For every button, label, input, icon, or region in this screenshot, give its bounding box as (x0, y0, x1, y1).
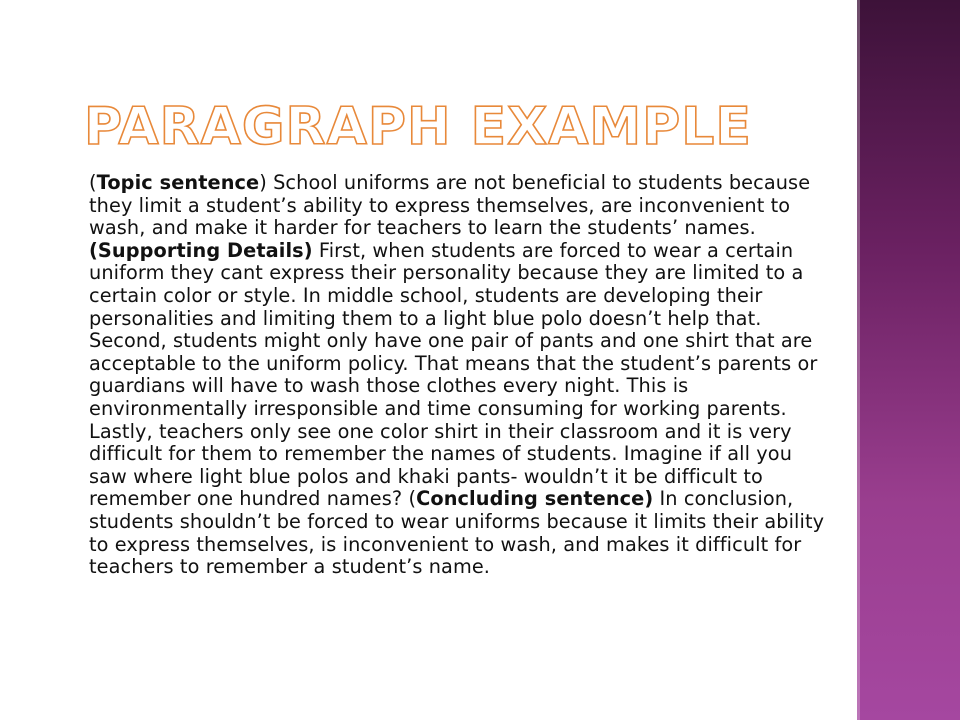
slide-title-svg (84, 94, 784, 157)
paragraph-body (89, 172, 829, 579)
decorative-side-bar (857, 0, 960, 720)
paragraph-label-bold: (Supporting Details) (89, 238, 313, 262)
paragraph-text: ( (89, 171, 97, 194)
paragraph-label-bold: Topic sentence (96, 171, 260, 194)
slide-title-text: PARAGRAPH EXAMPLE (84, 97, 752, 157)
paragraph-text: ) School uniforms are not beneficial to students because they limit a student’s ability to express themselves, are inconvenient to wash, and make it harder for teachers to learn the students’ names. (89, 171, 811, 240)
paragraph-label-bold: Concluding sentence) (416, 487, 654, 511)
paragraph-text: In conclusion, students shouldn’t be forced to wear uniforms because it limits their ability to express themselves, is inconvenient to wash, and makes it difficult for teachers to remember a student’s name. (89, 487, 825, 579)
paragraph-text: First, when students are forced to wear a certain uniform they cant express their personality because they are limited to a certain color or style. In middle school, students are developing their personalities and limiting them to a light blue polo doesn’t help that. Second, students might only have one pair of pants and one shirt that are acceptable to the uniform policy. That means that the student’s parents or guardians will have to wash those clothes every night. This is environmentally irresponsible and time consuming for working parents. Lastly, teachers only see one color shirt in their classroom and it is very difficult for them to remember the names of students. Imagine if all you saw where light blue polos and khaki pants- wouldn’t it be difficult to remember one hundred names? ( (89, 238, 818, 511)
slide-title (84, 94, 784, 157)
